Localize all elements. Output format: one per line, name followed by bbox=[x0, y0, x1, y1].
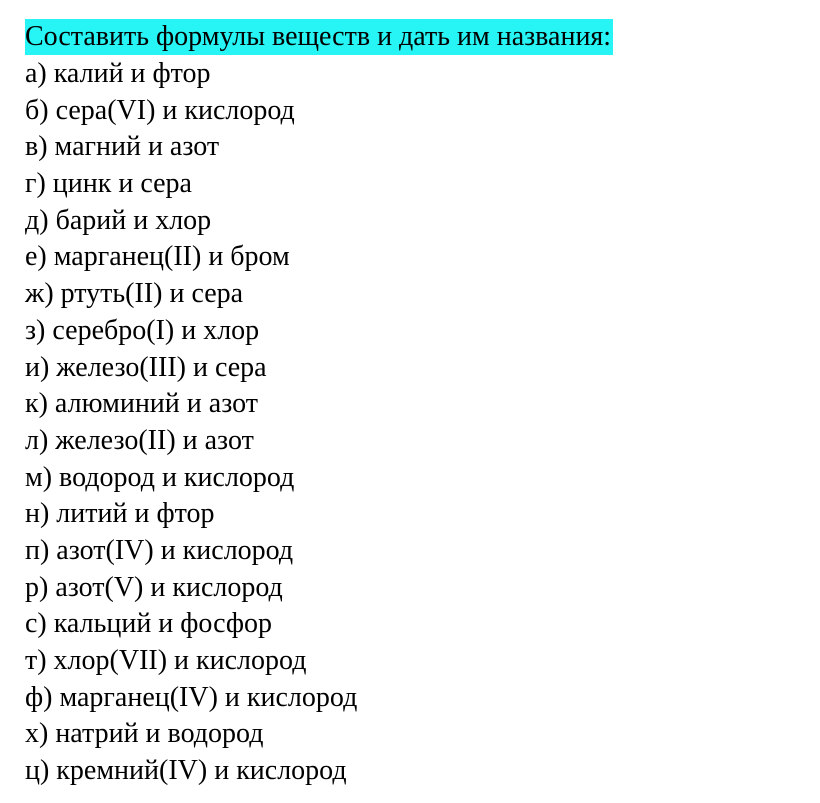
exercise-item: р) азот(V) и кислород bbox=[25, 571, 283, 603]
exercise-item: м) водород и кислород bbox=[25, 461, 295, 493]
exercise-item: т) хлор(VII) и кислород bbox=[25, 645, 307, 676]
exercise-item: ж) ртуть(II) и сера bbox=[25, 278, 244, 310]
exercise-item: в) магний и азот bbox=[25, 131, 220, 163]
exercise-item: х) натрий и водород bbox=[25, 718, 264, 750]
exercise-item: з) серебро(I) и хлор bbox=[25, 314, 260, 346]
exercise-item: е) марганец(II) и бром bbox=[25, 241, 290, 273]
exercise-item: а) калий и фтор bbox=[25, 58, 211, 89]
exercise-item: г) цинк и сера bbox=[25, 168, 192, 200]
document bbox=[25, 19, 815, 790]
assignment-title: Составить формулы веществ и дать им названия: bbox=[25, 19, 613, 55]
exercise-list bbox=[25, 56, 815, 790]
exercise-item: с) кальций и фосфор bbox=[25, 608, 273, 640]
exercise-item: н) литий и фтор bbox=[25, 498, 215, 530]
exercise-item: п) азот(IV) и кислород bbox=[25, 534, 294, 566]
exercise-item: д) барий и хлор bbox=[25, 204, 212, 236]
exercise-item: б) сера(VI) и кислород bbox=[25, 94, 295, 126]
exercise-item: л) железо(II) и азот bbox=[25, 424, 254, 456]
exercise-item: и) железо(III) и сера bbox=[25, 351, 267, 383]
exercise-item: ц) кремний(IV) и кислород bbox=[25, 755, 347, 787]
exercise-item: к) алюминий и азот bbox=[25, 388, 258, 420]
exercise-item: ф) марганец(IV) и кислород bbox=[25, 681, 358, 713]
